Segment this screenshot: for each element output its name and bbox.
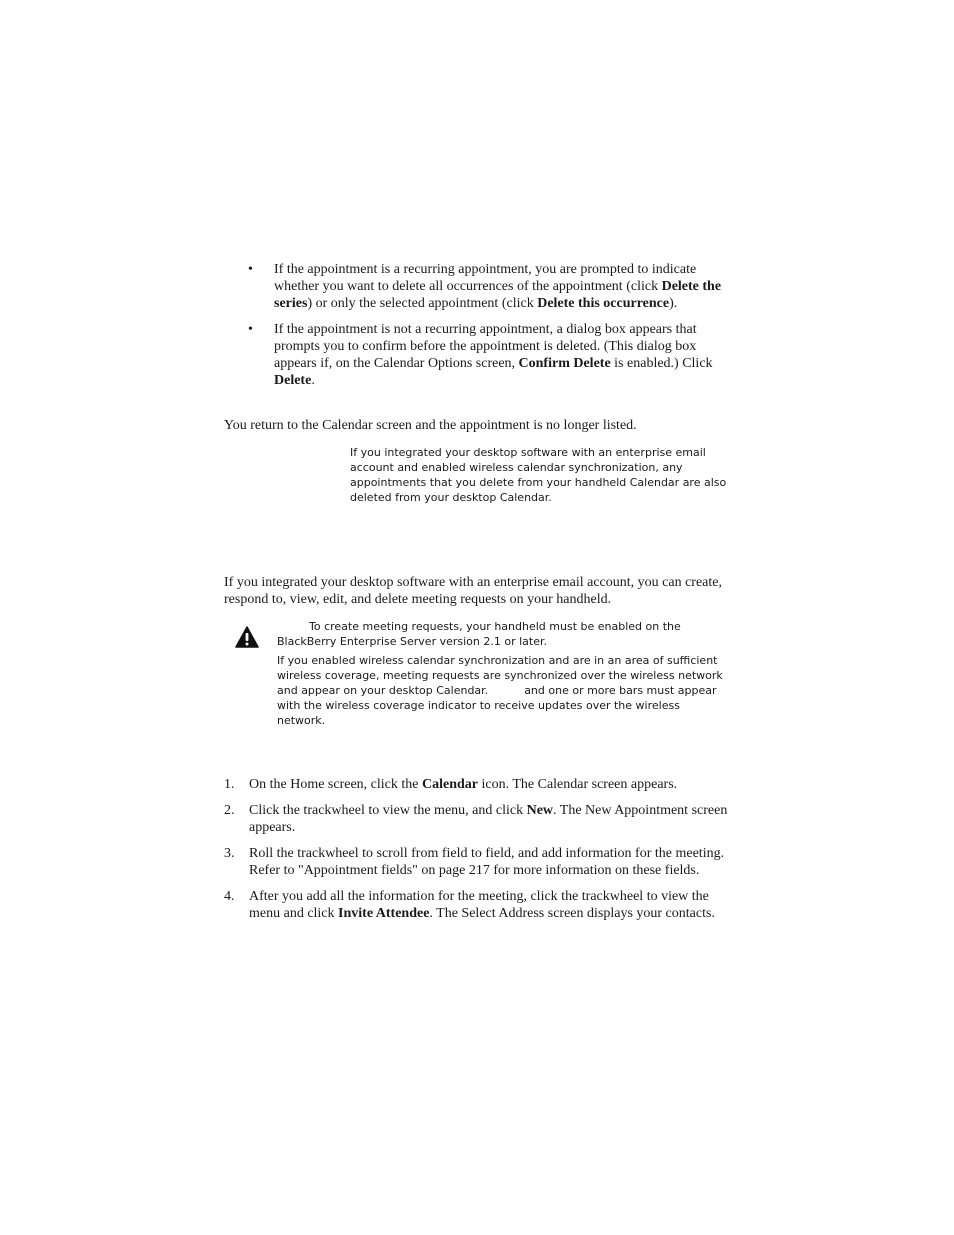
list-item	[248, 321, 728, 389]
delete-options-list	[248, 261, 728, 389]
list-item	[224, 776, 728, 793]
return-paragraph: You return to the Calendar screen and the appointment is no longer listed.	[224, 418, 637, 433]
list-item	[248, 261, 728, 312]
bullet-text: If the appointment is not a recurring appointment, a dialog box appears that prompts you to confirm before the appointment is deleted. (This dialog box appears if, on the Calendar Options screen, Confirm Delete is enabled.) Click Delete.	[274, 322, 713, 388]
list-item	[224, 888, 728, 922]
step-text: Click the trackwheel to view the menu, and click New. The New Appointment screen appears.	[249, 803, 728, 835]
step-text: After you add all the information for the meeting, click the trackwheel to view the menu and click Invite Attendee. The Select Address screen displays your contacts.	[249, 889, 715, 921]
meeting-intro-paragraph: If you integrated your desktop software with an enterprise email account, you can create, respond to, view, edit, and delete meeting requests on your handheld.	[224, 575, 722, 607]
list-item	[224, 802, 728, 836]
step-text: Roll the trackwheel to scroll from field to field, and add information for the meeting. Refer to "Appointment fields" on page 217 for more information on these fields.	[249, 846, 725, 878]
step-number: 2.	[224, 803, 235, 818]
bullet-marker: •	[248, 322, 253, 337]
warning-block	[277, 619, 729, 728]
bullet-marker: •	[248, 262, 253, 277]
warning-icon	[235, 626, 259, 648]
step-number: 1.	[224, 777, 235, 792]
warning-line-1: To create meeting requests, your handheld must be enabled on the BlackBerry Enterprise Server version 2.1 or later.	[277, 620, 681, 648]
meeting-steps-list	[224, 776, 728, 922]
list-item	[224, 845, 728, 879]
bullet-text: If the appointment is a recurring appointment, you are prompted to indicate whether you want to delete all occurrences of the appointment (click Delete the series) or only the selected appointment (click Delete this occurrence).	[274, 262, 722, 311]
step-number: 3.	[224, 846, 235, 861]
step-text: On the Home screen, click the Calendar icon. The Calendar screen appears.	[249, 777, 678, 792]
sync-note: If you integrated your desktop software with an enterprise email account and enabled wireless calendar synchronization, any appointments that you delete from your handheld Calendar are also deleted from your desktop Calendar.	[350, 446, 727, 504]
step-number: 4.	[224, 889, 235, 904]
warning-line-2: If you enabled wireless calendar synchronization and are in an area of sufficient wireless coverage, meeting requests are synchronized over the wireless network and appear on your desktop Calendar. and one or more bars must appear with the wireless coverage indicator to receive updates over the wireless network.	[277, 654, 723, 727]
